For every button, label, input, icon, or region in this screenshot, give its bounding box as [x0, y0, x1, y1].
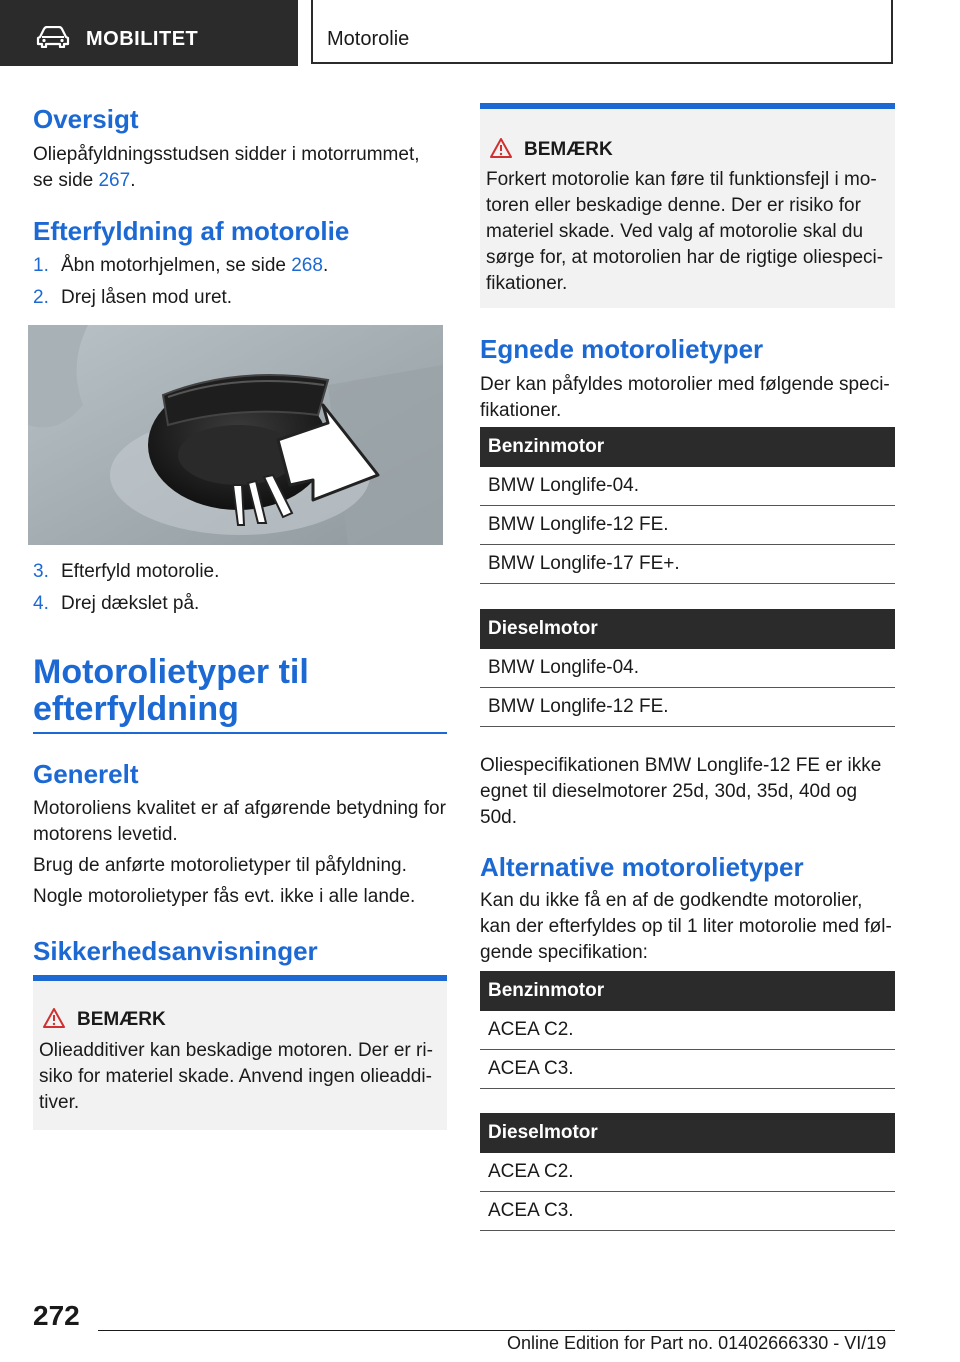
spec-table-benzin — [480, 427, 895, 584]
page-number: 272 — [33, 1300, 80, 1331]
footer-rule — [98, 1330, 895, 1331]
diesel-note-text: Oliespecifikationen BMW Longlife-12 FE er ikke egnet til dieselmotorer 25d, 30d, 35d, 40d og 50d. — [480, 755, 882, 828]
motorolietyper-heading: Motorolietyper til efterfyldning — [33, 653, 309, 728]
generelt-heading: Generelt — [33, 759, 139, 789]
table-header: Dieselmotor — [480, 1113, 895, 1153]
alternative-text: Kan du ikke få en af de godkendte motorolier, kan der efterfyldes op til 1 liter motorolie med føl- gende specifikation: — [480, 890, 892, 963]
step-item: 3. Efterfyld motorolie. — [33, 561, 220, 582]
section-tab[interactable] — [0, 0, 298, 66]
egnede-text: Der kan påfyldes motorolier med følgende speci- fikationer. — [480, 374, 890, 421]
spec-table-diesel — [480, 609, 895, 727]
note-heading: BEMÆRK — [77, 1009, 166, 1030]
generelt-paragraph: Motoroliens kvalitet er af afgørende betydning for motorens levetid. — [33, 798, 446, 845]
alt-table-diesel — [480, 1113, 895, 1231]
warning-icon — [489, 137, 513, 159]
table-row: BMW Longlife-04. — [480, 467, 895, 506]
generelt-paragraph: Brug de anførte motorolietyper til påfyldning. — [33, 855, 407, 876]
chapter-title: Motorolie — [327, 28, 410, 50]
table-header: Benzinmotor — [480, 427, 895, 467]
alt-table-benzin — [480, 971, 895, 1089]
oversigt-text: Oliepåfyldningsstudsen sidder i motorrummet, se side 267. — [33, 144, 420, 191]
table-row: BMW Longlife-17 FE+. — [480, 545, 895, 584]
table-row: ACEA C2. — [480, 1153, 895, 1192]
edition-text: Online Edition for Part no. 01402666330 - VI/19 — [507, 1333, 887, 1353]
table-row: ACEA C3. — [480, 1192, 895, 1231]
section-label: MOBILITET — [86, 28, 199, 50]
warning-icon — [42, 1007, 66, 1029]
page-link-268[interactable]: 268 — [291, 255, 323, 276]
step-item: 1. Åbn motorhjelmen, se side 268. — [33, 255, 329, 276]
table-row: BMW Longlife-12 FE. — [480, 688, 895, 727]
warning-note — [33, 975, 447, 1130]
page-header — [0, 0, 960, 66]
table-row: BMW Longlife-04. — [480, 649, 895, 688]
alternative-heading: Alternative motorolietyper — [480, 852, 804, 882]
table-row: ACEA C3. — [480, 1050, 895, 1089]
step-item: 4. Drej dækslet på. — [33, 593, 200, 614]
table-header: Dieselmotor — [480, 609, 895, 649]
table-row: ACEA C2. — [480, 1011, 895, 1050]
chapter-tab — [311, 0, 893, 64]
section-rule — [33, 732, 447, 734]
efterfyldning-heading: Efterfyldning af motorolie — [33, 216, 350, 246]
note-text: Forkert motorolie kan føre til funktionsfejl i mo- toren eller beskadige denne. Der er risiko for materiel skade. Ved valg af motorolie skal du sørge for, at motorolien har de rigtige oliespeci- fikationer. — [486, 169, 884, 294]
oil-cap-photo — [28, 325, 443, 545]
sikkerhed-heading: Sikkerhedsanvisninger — [33, 936, 318, 966]
table-row: BMW Longlife-12 FE. — [480, 506, 895, 545]
warning-note — [480, 103, 895, 308]
page-link-267[interactable]: 267 — [98, 170, 131, 191]
step-item: 2. Drej låsen mod uret. — [33, 287, 233, 308]
oversigt-heading: Oversigt — [33, 104, 139, 134]
car-icon — [36, 26, 70, 48]
generelt-paragraph: Nogle motorolietyper fås evt. ikke i alle lande. — [33, 886, 416, 907]
note-text: Olieadditiver kan beskadige motoren. Der er ri- siko for materiel skade. Anvend ingen olieaddi- tiver. — [39, 1040, 433, 1113]
egnede-heading: Egnede motorolietyper — [480, 334, 764, 364]
note-heading: BEMÆRK — [524, 139, 613, 160]
table-header: Benzinmotor — [480, 971, 895, 1011]
